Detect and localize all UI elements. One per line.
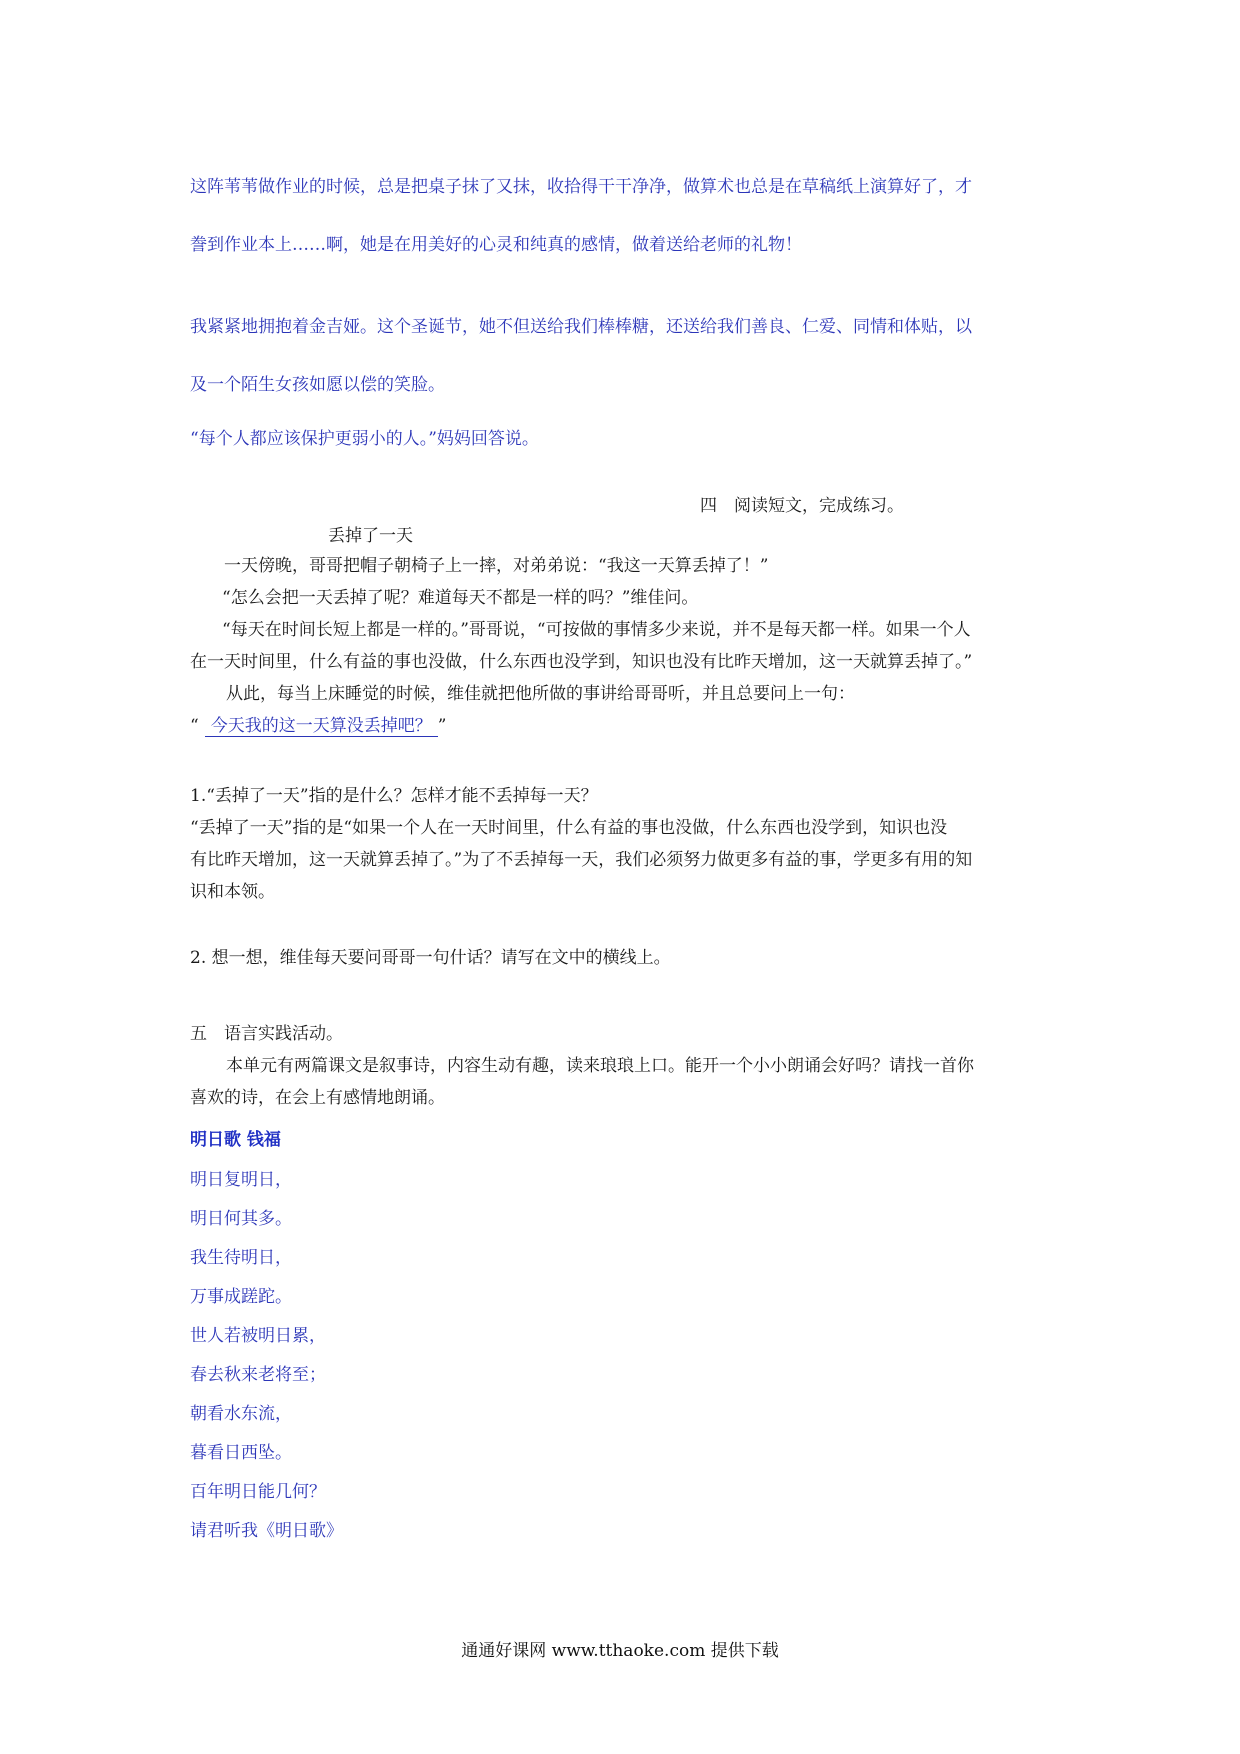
blank-line — [190, 712, 1060, 740]
poem-line: 明日复明日， — [190, 1170, 292, 1190]
question-1-answer-line: “丢掉了一天”指的是“如果一个人在一天时间里，什么有益的事也没做，什么东西也没学到，知识也没 — [190, 818, 948, 838]
story-body — [190, 552, 1060, 740]
answer-mid-line: 我紧紧地拥抱着金吉娅。这个圣诞节，她不但送给我们棒棒糖，还送给我们善良、仁爱、同情和体贴，以 — [190, 317, 972, 337]
story-title: 丢掉了一天 — [328, 526, 413, 546]
poem-line: 春去秋来老将至； — [190, 1365, 326, 1385]
blank-answer: 今天我的这一天算没丢掉吧？ — [205, 716, 438, 737]
section5-body-line: 本单元有两篇课文是叙事诗，内容生动有趣，读来琅琅上口。能开一个小小朗诵会好吗？请找一首你 — [226, 1056, 974, 1076]
poem-line: 万事成蹉跎。 — [190, 1287, 292, 1307]
poem-line: 暮看日西坠。 — [190, 1443, 292, 1463]
question-1-answer-line: 识和本领。 — [190, 882, 275, 902]
poem-title: 明日歌 钱福 — [190, 1130, 281, 1150]
answer-top — [190, 172, 1060, 260]
story-paragraph: “怎么会把一天丢掉了呢？难道每天不都是一样的吗？”维佳问。 — [222, 588, 699, 608]
story-paragraph: 在一天时间里，什么有益的事也没做，什么东西也没学到，知识也没有比昨天增加，这一天就算丢掉了。” — [190, 652, 973, 672]
question-2-text: 2. 想一想，维佳每天要问哥哥一句什话？请写在文中的横线上。 — [190, 948, 671, 968]
question-1 — [190, 782, 1060, 906]
story-paragraph: 从此，每当上床睡觉的时候，维佳就把他所做的事讲给哥哥听，并且总要问上一句： — [226, 684, 855, 704]
section5-heading: 五 语言实践活动。 — [190, 1024, 343, 1044]
section4-heading: 四 阅读短文，完成练习。 — [700, 496, 904, 516]
section5-body-line: 喜欢的诗，在会上有感情地朗诵。 — [190, 1088, 445, 1108]
poem-line: 百年明日能几何？ — [190, 1482, 326, 1502]
answer-mid-line: 及一个陌生女孩如愿以偿的笑脸。 — [190, 375, 445, 395]
poem-line: 我生待明日， — [190, 1248, 292, 1268]
poem-lines — [190, 1166, 1060, 1556]
poem-line: 世人若被明日累， — [190, 1326, 326, 1346]
blank-close-quote: ” — [437, 716, 447, 736]
answer-mid — [190, 312, 1060, 400]
answer-top-line: 誊到作业本上……啊，她是在用美好的心灵和纯真的感情，做着送给老师的礼物！ — [190, 235, 802, 255]
section5 — [190, 1020, 1060, 1112]
question-1-answer-line: 有比昨天增加，这一天就算丢掉了。”为了不丢掉每一天，我们必须努力做更多有益的事，学更多有用的知 — [190, 850, 973, 870]
blank-open-quote: “ — [190, 716, 199, 736]
poem-line: 明日何其多。 — [190, 1209, 292, 1229]
answer-top-line: 这阵苇苇做作业的时候，总是把桌子抹了又抹，收拾得干干净净，做算术也总是在草稿纸上演算好了，才 — [190, 177, 972, 197]
page-footer: 通通好课网 www.tthaoke.com 提供下载 — [461, 1641, 779, 1661]
story-paragraph: “每天在时间长短上都是一样的。”哥哥说，“可按做的事情多少来说，并不是每天都一样。如果一个人 — [222, 620, 971, 640]
poem-line: 请君听我《明日歌》 — [190, 1521, 343, 1541]
question-1-text: 1.“丢掉了一天”指的是什么？怎样才能不丢掉每一天？ — [190, 786, 598, 806]
poem-line: 朝看水东流， — [190, 1404, 292, 1424]
story-paragraph: 一天傍晚，哥哥把帽子朝椅子上一摔，对弟弟说：“我这一天算丢掉了！” — [224, 556, 769, 576]
answer-quote: “每个人都应该保护更弱小的人。”妈妈回答说。 — [190, 429, 539, 449]
